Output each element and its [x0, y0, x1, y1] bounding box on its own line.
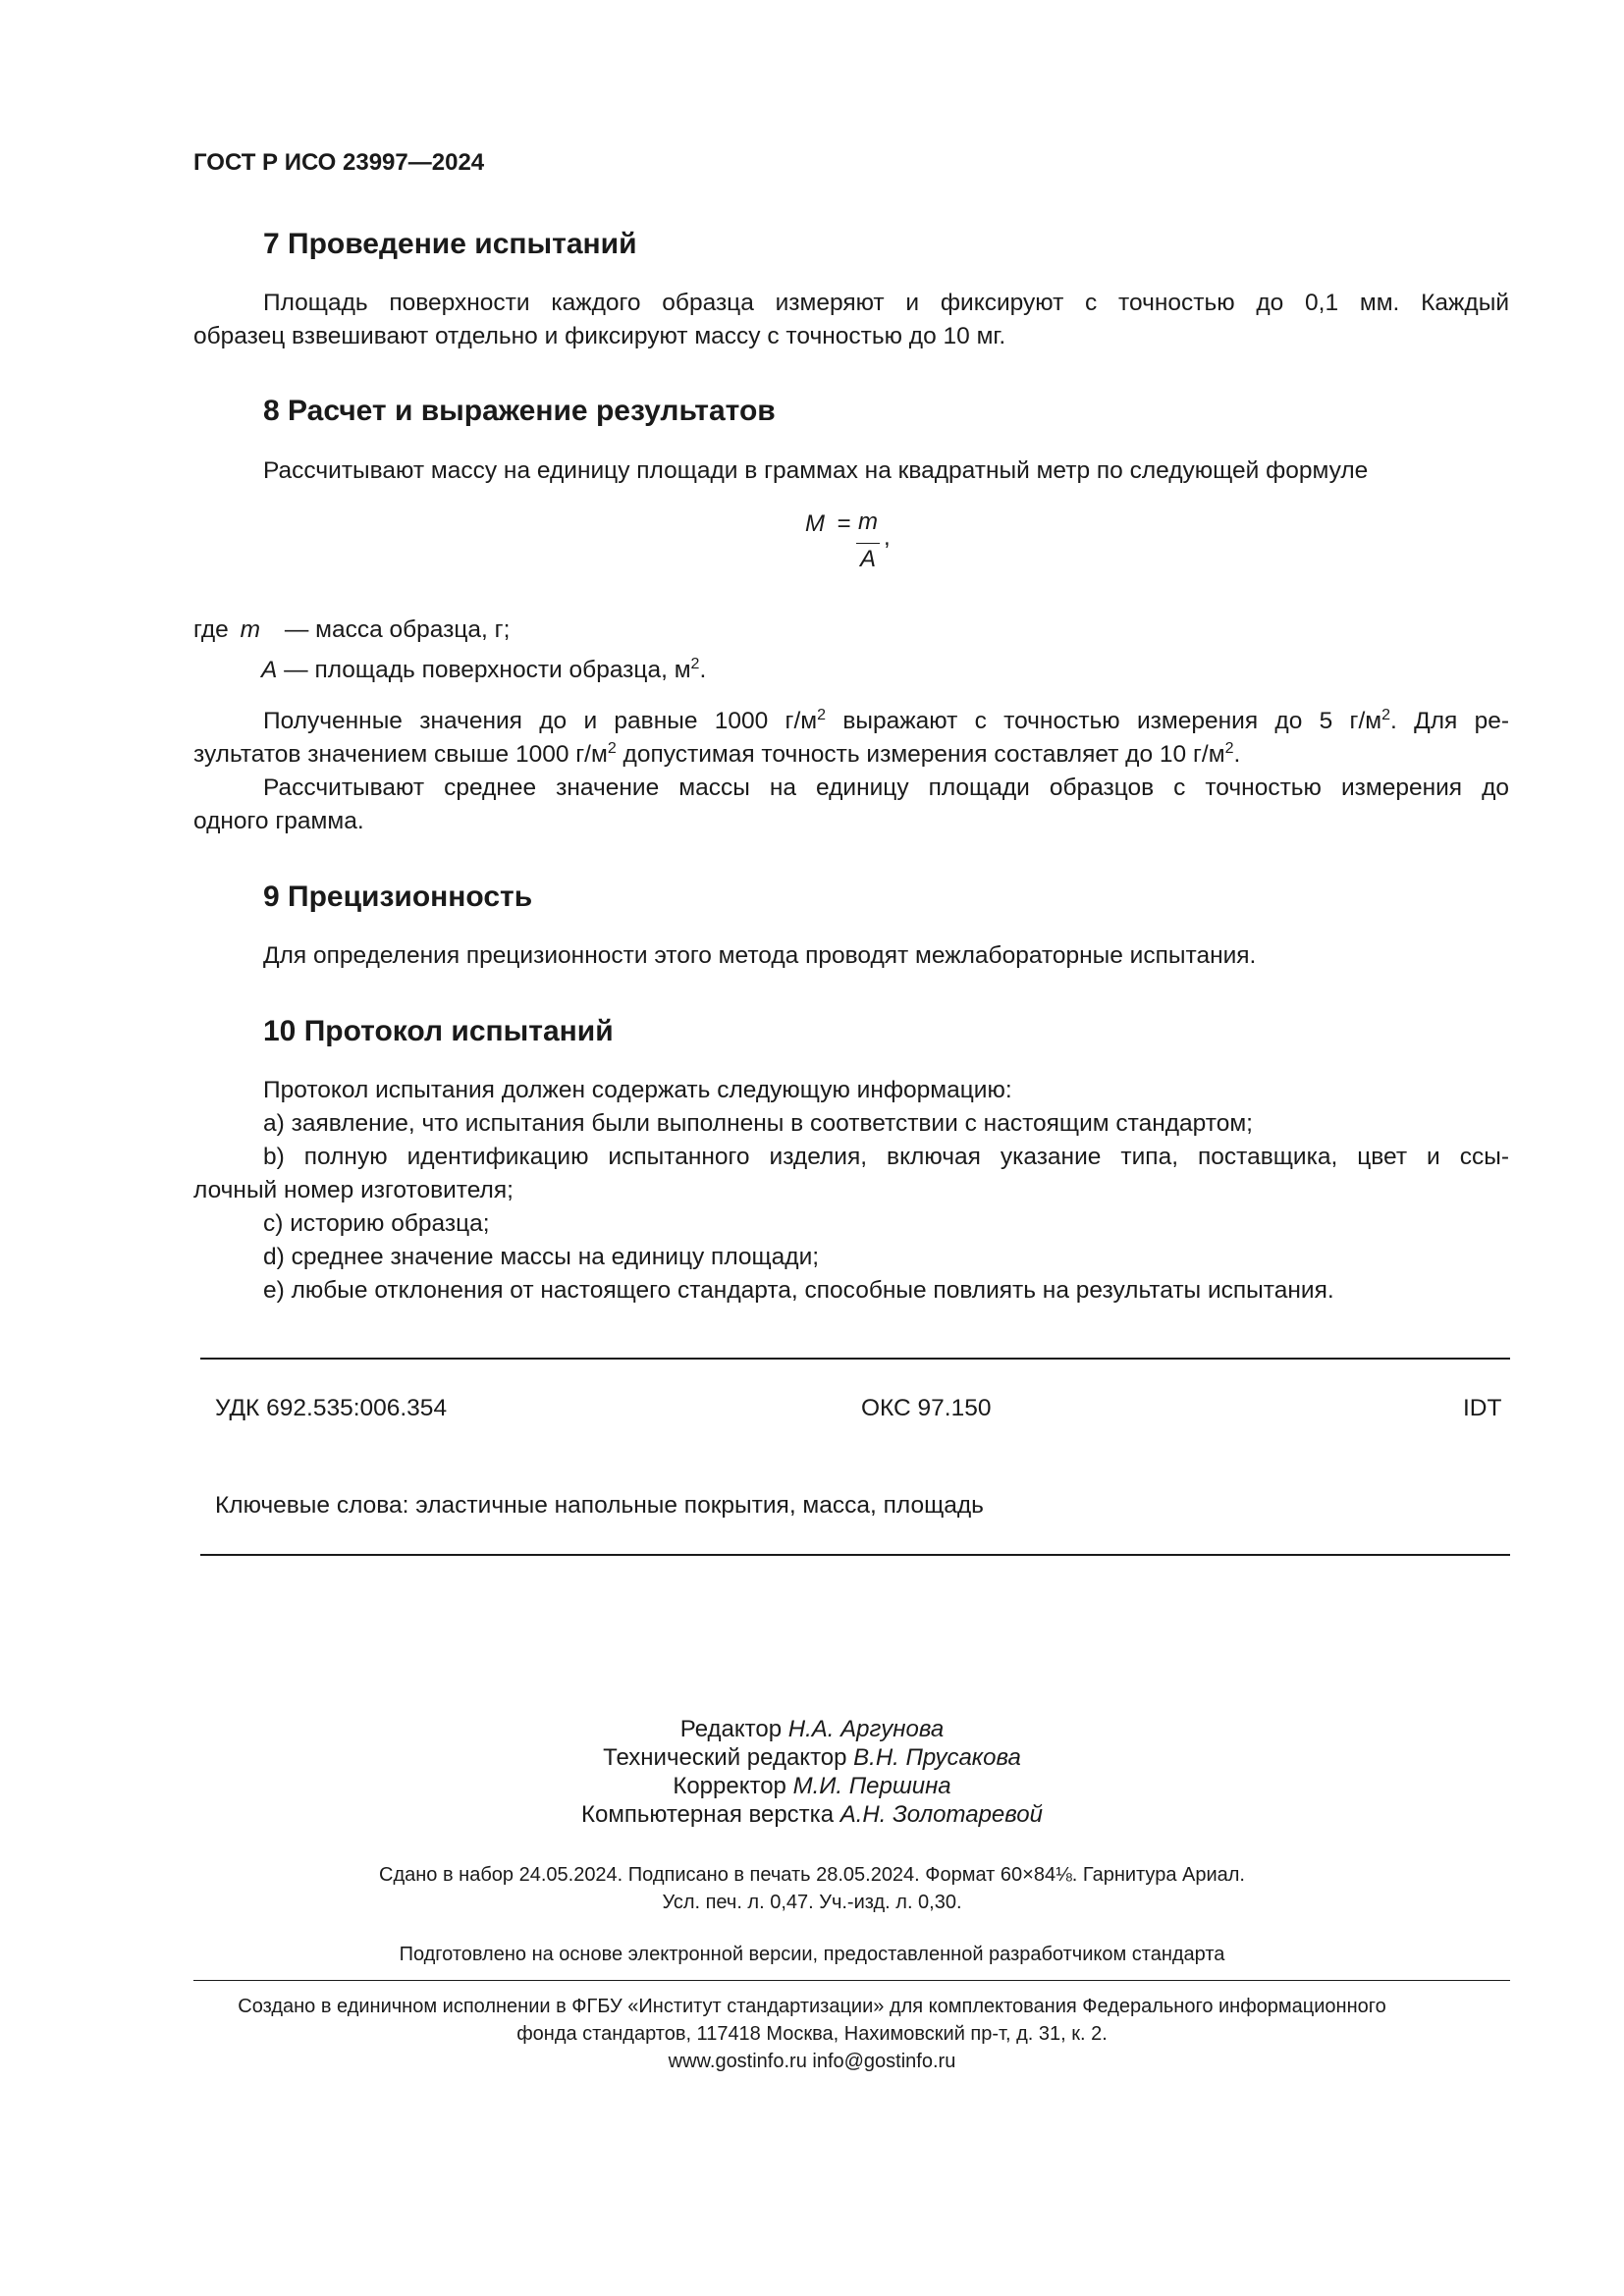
keywords: Ключевые слова: эластичные напольные покрытия, масса, площадь: [215, 1492, 984, 1519]
tech-editor-line: Технический редактор В.Н. Прусакова: [603, 1744, 1021, 1771]
formula-comma: ,: [884, 524, 891, 551]
list-item-b-line-2: лочный номер изготовителя;: [193, 1177, 514, 1203]
s8-p2-line-2: зультатов значением свыше 1000 $г/м^2$ допустимая точность измерения составляет до 10 $г/м^2$.: [193, 740, 1241, 768]
created-line-1: Создано в единичном исполнении в ФГБУ «Институт стандартизации» для комплектования Федерального информационного: [238, 1996, 1386, 2017]
a-superscript: 2: [690, 656, 700, 672]
m-definition: — масса образца, г;: [284, 616, 511, 643]
print-line-1: Сдано в набор 24.05.2024. Подписано в печать 28.05.2024. Формат 60×84⅛. Гарнитура Ариал.: [379, 1864, 1245, 1886]
where-a-line: [261, 654, 706, 687]
s8-p3-line-1: Рассчитывают среднее значение массы на единицу площади образцов с точностью измерения до: [263, 774, 1509, 801]
where-prefix: где: [193, 616, 229, 643]
s10-intro: Протокол испытания должен содержать следующую информацию:: [263, 1077, 1012, 1103]
where-m-line: [193, 614, 510, 647]
section-7-title: 7 Проведение испытаний: [263, 228, 637, 260]
s7-line-2: образец взвешивают отдельно и фиксируют массу с точностью до 10 мг.: [193, 323, 1006, 349]
s8-p2-line-1: Полученные значения до и равные 1000 $г/м^2$ выражают с точностью измерения до 5 $г/м^2$. Для ре-: [263, 707, 1509, 734]
section-10-list: [193, 1074, 1509, 1308]
created-line-2: фонда стандартов, 117418 Москва, Нахимовский пр-т, д. 31, к. 2.: [516, 2023, 1108, 2045]
print-details: [0, 1861, 1624, 1916]
udk-code: УДК 692.535:006.354: [215, 1395, 448, 1421]
a-definition: — площадь поверхности образца, м: [277, 657, 691, 683]
oks-code: ОКС 97.150: [861, 1395, 992, 1421]
section-8-intro: Рассчитывают массу на единицу площади в граммах на квадратный метр по следующей формуле: [263, 457, 1369, 484]
symbol-m: m: [240, 616, 260, 643]
section-10-title: 10 Протокол испытаний: [263, 1015, 614, 1047]
creation-note: [0, 1993, 1624, 2075]
symbol-a: A: [261, 657, 278, 683]
formula-lhs: M: [805, 510, 825, 537]
section-8-precision-paragraph: [193, 705, 1509, 838]
print-line-2: Усл. печ. л. 0,47. Уч.-изд. л. 0,30.: [662, 1892, 962, 1913]
section-8-title: 8 Расчет и выражение результатов: [263, 395, 776, 427]
idt-label: IDT: [1463, 1395, 1502, 1421]
list-item-e: e) любые отклонения от настоящего стандарта, способные повлиять на результаты испытания.: [263, 1277, 1334, 1304]
s8-p3-line-2: одного грамма.: [193, 808, 364, 834]
formula-numerator: m: [858, 508, 878, 535]
s7-line-1: Площадь поверхности каждого образца измеряют и фиксируют с точностью до 0,1 мм. Каждый: [263, 290, 1509, 316]
formula-equals: =: [837, 510, 851, 537]
a-end: .: [699, 657, 707, 683]
layout-line: Компьютерная верстка А.Н. Золотаревой: [581, 1801, 1043, 1828]
imprint-editors: [0, 1715, 1624, 1829]
section-7-paragraph: [193, 287, 1509, 353]
web-contacts: www.gostinfo.ru info@gostinfo.ru: [668, 2051, 956, 2072]
classification-bottom-rule: [200, 1554, 1510, 1556]
imprint-rule: [193, 1980, 1510, 1981]
corrector-line: Корректор М.И. Першина: [673, 1773, 951, 1799]
list-item-c: c) историю образца;: [263, 1210, 490, 1237]
mass-formula: [805, 508, 891, 572]
list-item-a: a) заявление, что испытания были выполнены в соответствии с настоящим стандартом;: [263, 1110, 1253, 1137]
classification-top-rule: [200, 1358, 1510, 1360]
section-9-title: 9 Прецизионность: [263, 881, 533, 913]
list-item-d: d) среднее значение массы на единицу площади;: [263, 1244, 820, 1270]
fraction-bar: [856, 543, 880, 544]
section-9-text: Для определения прецизионности этого метода проводят межлабораторные испытания.: [263, 942, 1257, 969]
document-header: ГОСТ Р ИСО 23997—2024: [193, 149, 485, 176]
list-item-b-line-1: b) полную идентификацию испытанного изделия, включая указание типа, поставщика, цвет и ссы-: [263, 1144, 1509, 1170]
editor-line: Редактор Н.А. Аргунова: [679, 1716, 945, 1742]
formula-denominator: A: [859, 546, 876, 572]
prepared-note: Подготовлено на основе электронной версии, предоставленной разработчиком стандарта: [399, 1944, 1225, 1965]
